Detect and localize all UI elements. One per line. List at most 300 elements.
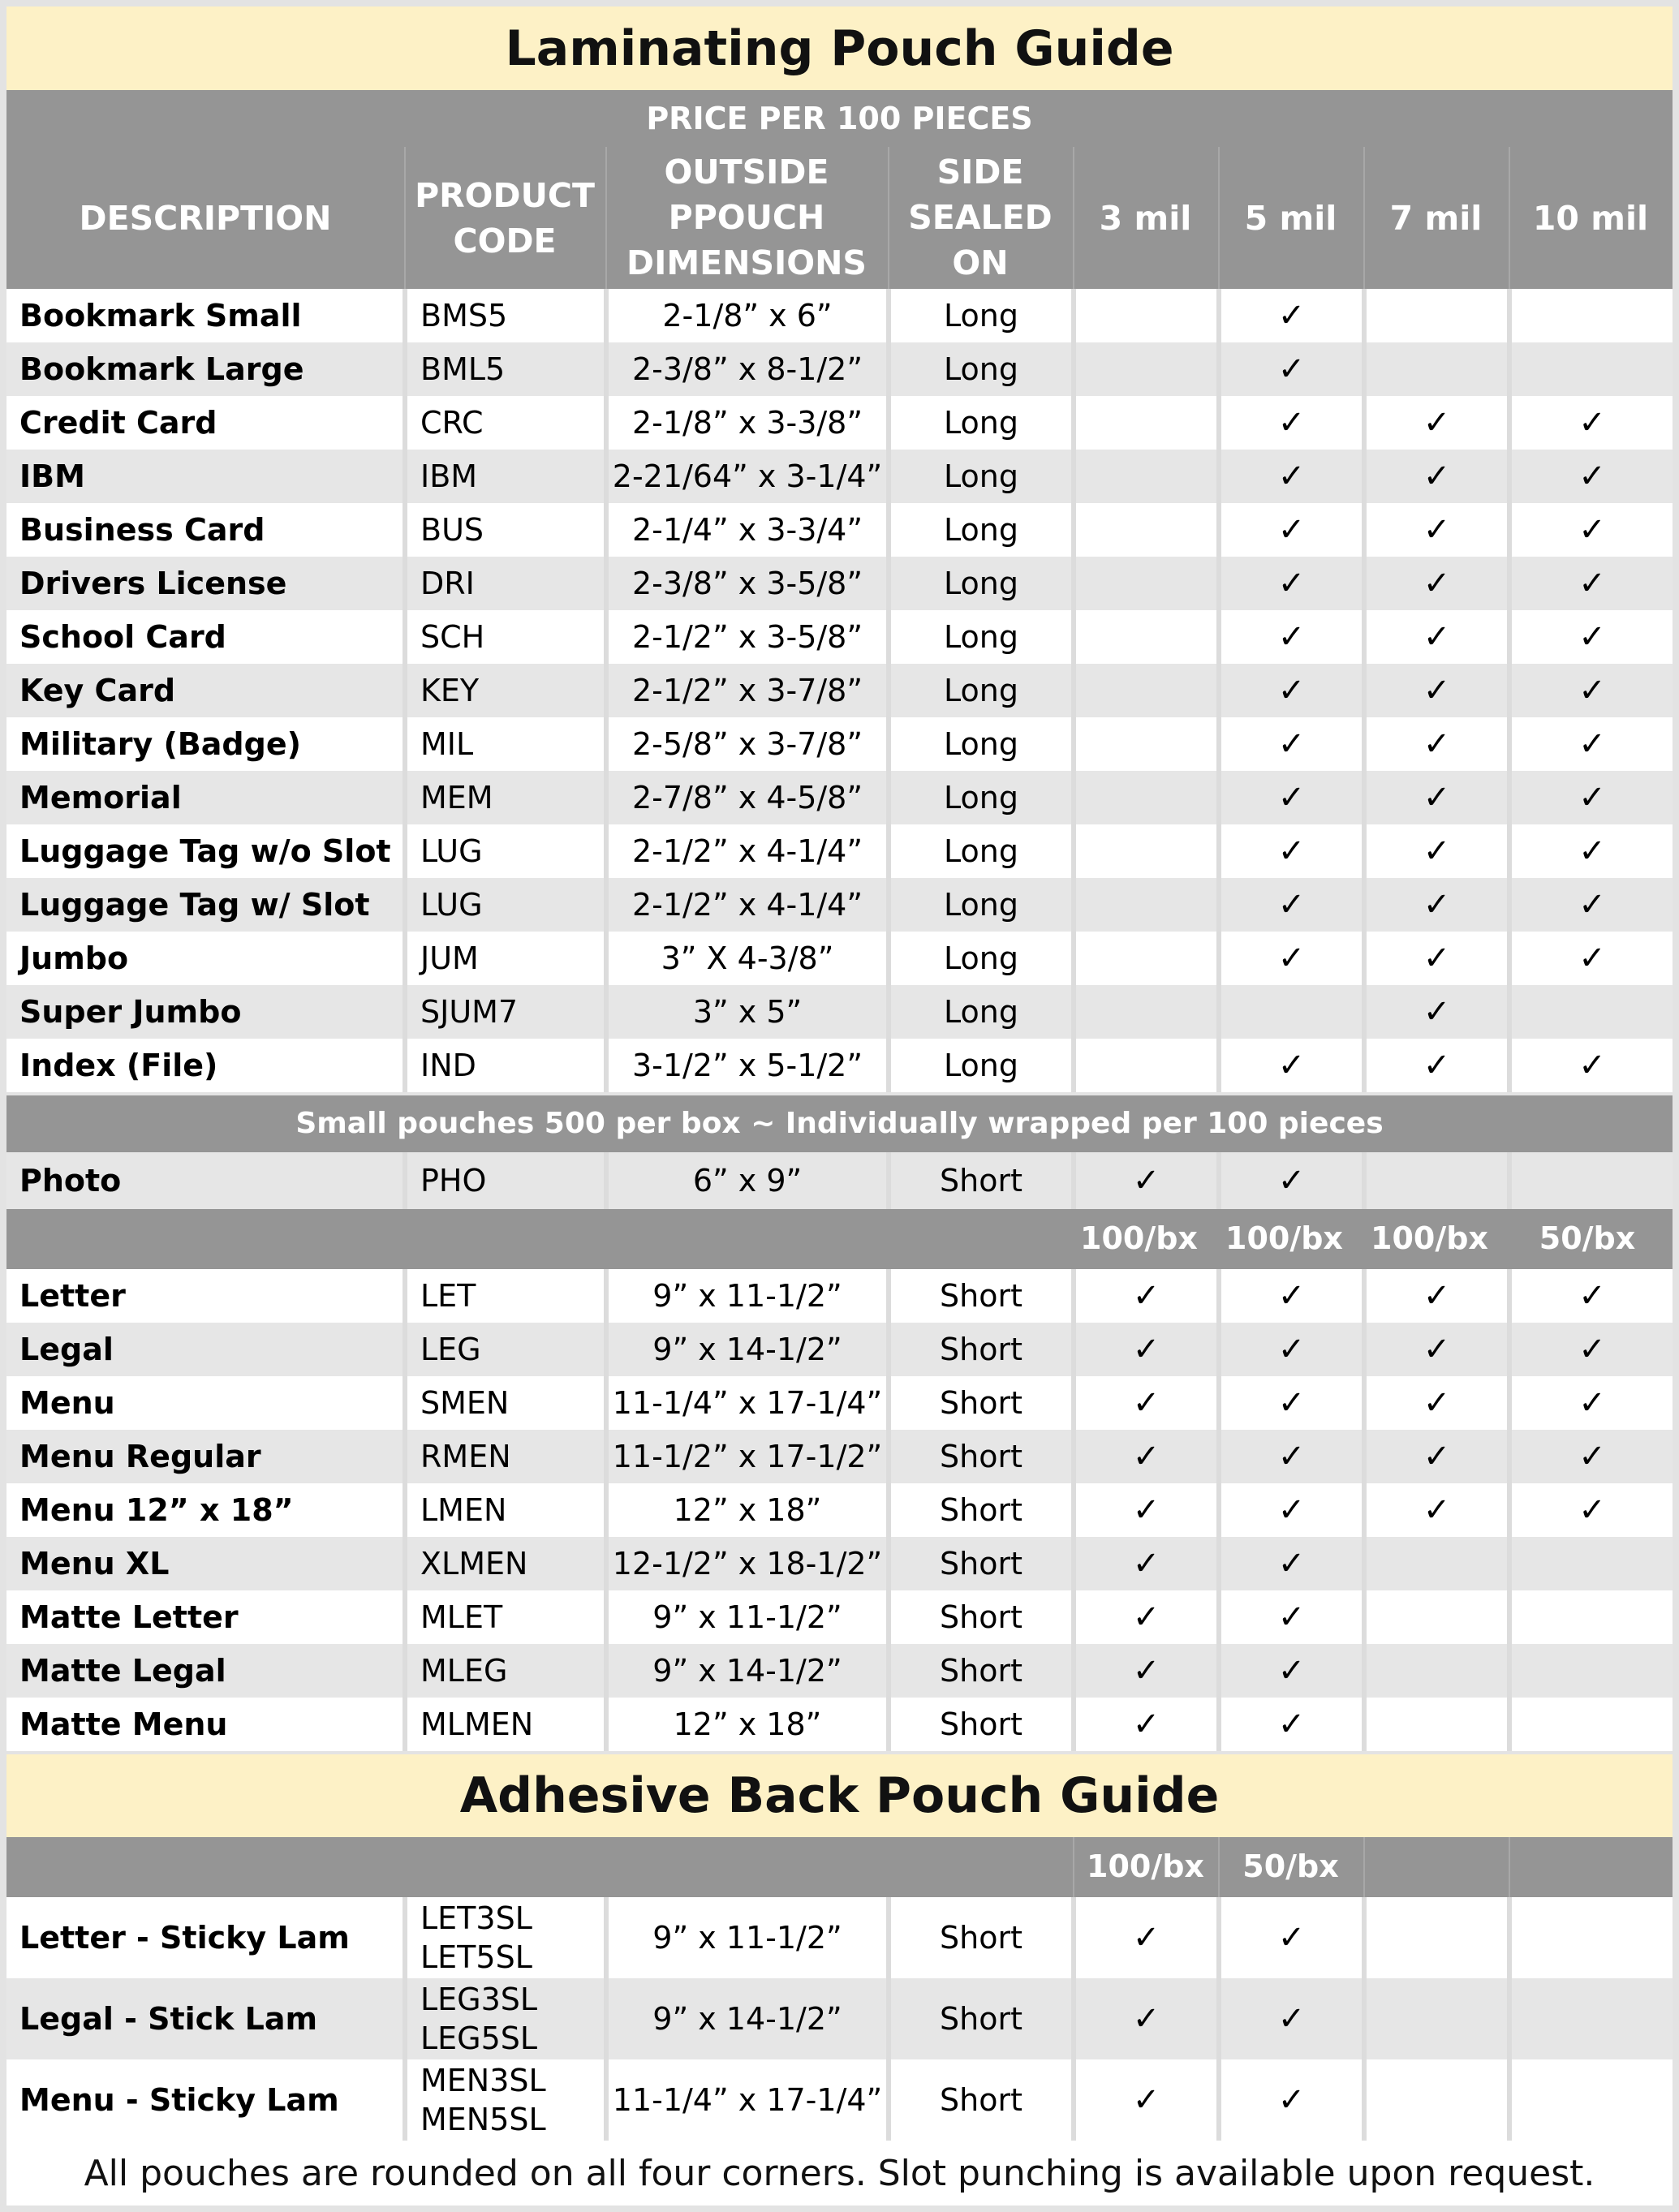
product-code-line1: LEG3SL [420, 1982, 538, 2017]
page-title: Laminating Pouch Guide [6, 6, 1673, 90]
check-mark-icon: ✓ [1132, 1919, 1160, 1956]
row-side-sealed: Short [891, 1323, 1076, 1376]
check-cell-7mil [1367, 1978, 1512, 2059]
row-description: Menu 12” x 18” [6, 1483, 407, 1537]
check-cell-3mil [1076, 1590, 1221, 1644]
check-cell-3mil [1076, 1978, 1221, 2059]
check-cell-3mil [1076, 342, 1221, 396]
check-mark-icon: ✓ [1277, 833, 1306, 870]
table-row [6, 342, 1673, 396]
header-side-line2: SEALED [908, 198, 1053, 237]
product-code-line1: LET3SL [420, 1900, 532, 1936]
check-mark-icon: ✓ [1578, 1047, 1606, 1084]
row-product-code: PHO [407, 1152, 609, 1209]
row-product-code: KEY [407, 664, 609, 717]
check-mark-icon: ✓ [1277, 2000, 1306, 2038]
row-side-sealed: Long [891, 664, 1076, 717]
box-header-7mil: 100/bx [1371, 1220, 1488, 1256]
row-product-code: MLEG [407, 1644, 609, 1698]
check-cell-10mil [1512, 1152, 1673, 1209]
row-product-code: DRI [407, 557, 609, 610]
product-code-line1: MEN3SL [420, 2063, 546, 2098]
row-dimensions: 9” x 11-1/2” [609, 1590, 891, 1644]
check-mark-icon: ✓ [1578, 618, 1606, 656]
row-side-sealed: Long [891, 342, 1076, 396]
check-cell-3mil [1076, 717, 1221, 771]
table-row [6, 557, 1673, 610]
row-product-code: LEG [407, 1323, 609, 1376]
check-mark-icon: ✓ [1423, 404, 1451, 441]
check-cell-7mil [1367, 450, 1512, 503]
row-description: Letter - Sticky Lam [6, 1897, 407, 1978]
check-mark-icon: ✓ [1578, 725, 1606, 763]
row-description: Legal - Stick Lam [6, 1978, 407, 2059]
header-product-code-line2: CODE [453, 221, 557, 260]
check-mark-icon: ✓ [1423, 1438, 1451, 1475]
check-mark-icon: ✓ [1578, 1277, 1606, 1315]
check-cell-5mil [1221, 878, 1367, 932]
check-cell-10mil [1512, 664, 1673, 717]
check-mark-icon: ✓ [1277, 1491, 1306, 1529]
row-product-code: JUM [407, 932, 609, 985]
check-cell-3mil [1076, 824, 1221, 878]
check-mark-icon: ✓ [1277, 1545, 1306, 1582]
check-cell-7mil [1367, 878, 1512, 932]
row-side-sealed: Short [891, 2059, 1076, 2141]
table-row [6, 1698, 1673, 1751]
check-cell-10mil [1512, 610, 1673, 664]
row-dimensions: 2-1/2” x 3-5/8” [609, 610, 891, 664]
check-cell-7mil [1367, 717, 1512, 771]
header-divider [1363, 1837, 1365, 1897]
check-cell-5mil [1221, 985, 1367, 1039]
row-side-sealed: Long [891, 1039, 1076, 1092]
check-mark-icon: ✓ [1277, 779, 1306, 816]
check-cell-7mil [1367, 557, 1512, 610]
check-cell-7mil [1367, 1537, 1512, 1590]
row-description: Military (Badge) [6, 717, 407, 771]
table-row [6, 824, 1673, 878]
header-side-line3: ON [952, 243, 1009, 282]
check-cell-5mil [1221, 1644, 1367, 1698]
price-banner: PRICE PER 100 PIECES [646, 101, 1033, 136]
check-cell-3mil [1076, 932, 1221, 985]
header-outside-line3: DIMENSIONS [626, 243, 867, 282]
check-cell-7mil [1367, 396, 1512, 450]
check-cell-5mil [1221, 503, 1367, 557]
row-description: Business Card [6, 503, 407, 557]
check-cell-3mil [1076, 2059, 1221, 2141]
check-cell-3mil [1076, 289, 1221, 342]
row-description: Super Jumbo [6, 985, 407, 1039]
row-product-code: MLET [407, 1590, 609, 1644]
row-product-code [407, 1897, 609, 1978]
row-dimensions: 2-3/8” x 8-1/2” [609, 342, 891, 396]
check-cell-7mil [1367, 1590, 1512, 1644]
check-cell-3mil [1076, 610, 1221, 664]
table-row [6, 717, 1673, 771]
row-product-code: CRC [407, 396, 609, 450]
row-product-code: LMEN [407, 1483, 609, 1537]
check-cell-5mil [1221, 396, 1367, 450]
row-dimensions: 6” x 9” [609, 1152, 891, 1209]
check-cell-7mil [1367, 610, 1512, 664]
check-cell-10mil [1512, 1897, 1673, 1978]
header-7mil: 7 mil [1389, 198, 1483, 238]
check-cell-3mil [1076, 396, 1221, 450]
check-cell-3mil [1076, 1152, 1221, 1209]
row-product-code: LET [407, 1269, 609, 1323]
check-mark-icon: ✓ [1132, 2000, 1160, 2038]
check-mark-icon: ✓ [1132, 1599, 1160, 1636]
check-mark-icon: ✓ [1423, 1384, 1451, 1422]
header-10mil: 10 mil [1532, 198, 1649, 238]
small-pouch-banner [6, 1095, 1673, 1152]
check-mark-icon: ✓ [1578, 1384, 1606, 1422]
check-mark-icon: ✓ [1132, 1545, 1160, 1582]
row-description: Letter [6, 1269, 407, 1323]
row-product-code: SCH [407, 610, 609, 664]
check-mark-icon: ✓ [1132, 1162, 1160, 1199]
check-cell-10mil [1512, 932, 1673, 985]
row-side-sealed: Short [891, 1978, 1076, 2059]
check-mark-icon: ✓ [1423, 458, 1451, 495]
row-side-sealed: Long [891, 557, 1076, 610]
product-code-line2: MEN5SL [420, 2102, 546, 2137]
check-cell-3mil [1076, 1897, 1221, 1978]
row-product-code: BUS [407, 503, 609, 557]
row-dimensions: 9” x 14-1/2” [609, 1644, 891, 1698]
check-cell-7mil [1367, 1644, 1512, 1698]
row-side-sealed: Short [891, 1152, 1076, 1209]
row-description: Matte Letter [6, 1590, 407, 1644]
check-mark-icon: ✓ [1423, 1277, 1451, 1315]
check-cell-5mil [1221, 1537, 1367, 1590]
adhesive-header-band [6, 1837, 1673, 1897]
check-mark-icon: ✓ [1423, 725, 1451, 763]
row-product-code: IND [407, 1039, 609, 1092]
check-mark-icon: ✓ [1578, 458, 1606, 495]
check-cell-3mil [1076, 1269, 1221, 1323]
check-cell-5mil [1221, 932, 1367, 985]
row-dimensions: 2-21/64” x 3-1/4” [609, 450, 891, 503]
row-dimensions: 9” x 11-1/2” [609, 1269, 891, 1323]
header-outside-dimensions [605, 148, 888, 286]
check-cell-5mil [1221, 1483, 1367, 1537]
row-side-sealed: Short [891, 1897, 1076, 1978]
row-dimensions: 2-1/8” x 3-3/8” [609, 396, 891, 450]
row-description: Luggage Tag w/o Slot [6, 824, 407, 878]
check-cell-10mil [1512, 1698, 1673, 1751]
check-cell-5mil [1221, 1376, 1367, 1430]
check-cell-3mil [1076, 1039, 1221, 1092]
check-cell-5mil [1221, 824, 1367, 878]
row-side-sealed: Long [891, 932, 1076, 985]
check-cell-5mil [1221, 1269, 1367, 1323]
row-side-sealed: Long [891, 289, 1076, 342]
check-cell-5mil [1221, 1039, 1367, 1092]
check-mark-icon: ✓ [1277, 1706, 1306, 1743]
product-code-line2: LEG5SL [420, 2020, 538, 2056]
row-dimensions: 2-1/2” x 3-7/8” [609, 664, 891, 717]
check-cell-7mil [1367, 1698, 1512, 1751]
header-3mil: 3 mil [1099, 198, 1192, 238]
check-mark-icon: ✓ [1132, 1491, 1160, 1529]
check-cell-3mil [1076, 1430, 1221, 1483]
check-cell-10mil [1512, 1430, 1673, 1483]
table-row [6, 771, 1673, 824]
row-dimensions: 12-1/2” x 18-1/2” [609, 1537, 891, 1590]
table-row [6, 1644, 1673, 1698]
check-cell-7mil [1367, 503, 1512, 557]
row-description: Legal [6, 1323, 407, 1376]
row-side-sealed: Long [891, 771, 1076, 824]
row-side-sealed: Short [891, 1269, 1076, 1323]
row-product-code: SMEN [407, 1376, 609, 1430]
check-mark-icon: ✓ [1277, 1919, 1306, 1956]
row-description: Luggage Tag w/ Slot [6, 878, 407, 932]
check-mark-icon: ✓ [1423, 779, 1451, 816]
row-side-sealed: Long [891, 824, 1076, 878]
check-cell-7mil [1367, 932, 1512, 985]
row-product-code: SJUM7 [407, 985, 609, 1039]
header-outside-line1: OUTSIDE [664, 153, 829, 192]
check-cell-5mil [1221, 1152, 1367, 1209]
check-mark-icon: ✓ [1423, 940, 1451, 977]
check-mark-icon: ✓ [1578, 1438, 1606, 1475]
header-divider [1509, 1837, 1510, 1897]
check-cell-10mil [1512, 824, 1673, 878]
check-cell-3mil [1076, 503, 1221, 557]
row-description: Photo [6, 1152, 407, 1209]
row-description: Matte Legal [6, 1644, 407, 1698]
table-row [6, 610, 1673, 664]
table-row [6, 289, 1673, 342]
check-mark-icon: ✓ [1132, 1438, 1160, 1475]
row-description: Index (File) [6, 1039, 407, 1092]
row-dimensions: 11-1/4” x 17-1/4” [609, 1376, 891, 1430]
check-cell-10mil [1512, 1376, 1673, 1430]
check-cell-7mil [1367, 1483, 1512, 1537]
check-cell-5mil [1221, 771, 1367, 824]
check-mark-icon: ✓ [1277, 404, 1306, 441]
check-cell-5mil [1221, 289, 1367, 342]
check-cell-7mil [1367, 1039, 1512, 1092]
header-product-code-line1: PRODUCT [415, 175, 595, 215]
check-cell-7mil [1367, 342, 1512, 396]
check-mark-icon: ✓ [1578, 779, 1606, 816]
row-product-code: RMEN [407, 1430, 609, 1483]
row-dimensions: 2-1/2” x 4-1/4” [609, 878, 891, 932]
row-side-sealed: Long [891, 717, 1076, 771]
table-row [6, 1323, 1673, 1376]
table-row [6, 396, 1673, 450]
row-product-code: LUG [407, 824, 609, 878]
check-cell-7mil [1367, 1152, 1512, 1209]
check-cell-5mil [1221, 1590, 1367, 1644]
row-description: Credit Card [6, 396, 407, 450]
adhesive-title: Adhesive Back Pouch Guide [6, 1754, 1673, 1837]
check-mark-icon: ✓ [1132, 1384, 1160, 1422]
check-cell-3mil [1076, 1323, 1221, 1376]
check-cell-3mil [1076, 1537, 1221, 1590]
row-dimensions: 9” x 14-1/2” [609, 1978, 891, 2059]
check-mark-icon: ✓ [1423, 993, 1451, 1031]
check-mark-icon: ✓ [1277, 351, 1306, 388]
row-product-code: BMS5 [407, 289, 609, 342]
row-description: Jumbo [6, 932, 407, 985]
check-cell-3mil [1076, 1376, 1221, 1430]
check-cell-5mil [1221, 2059, 1367, 2141]
check-cell-3mil [1076, 450, 1221, 503]
header-side-line1: SIDE [936, 153, 1024, 192]
check-mark-icon: ✓ [1277, 1652, 1306, 1689]
check-cell-3mil [1076, 985, 1221, 1039]
row-side-sealed: Long [891, 396, 1076, 450]
check-mark-icon: ✓ [1578, 886, 1606, 923]
row-side-sealed: Short [891, 1483, 1076, 1537]
table-row [6, 2059, 1673, 2141]
check-cell-5mil [1221, 610, 1367, 664]
small-pouch-banner-text: Small pouches 500 per box ~ Individually wrapped per 100 pieces [295, 1107, 1384, 1140]
header-5mil: 5 mil [1244, 198, 1337, 238]
table-row [6, 1376, 1673, 1430]
check-cell-10mil [1512, 985, 1673, 1039]
row-description: Bookmark Large [6, 342, 407, 396]
check-cell-10mil [1512, 1269, 1673, 1323]
check-cell-5mil [1221, 557, 1367, 610]
table-row [6, 985, 1673, 1039]
column-header-band [6, 90, 1673, 289]
check-cell-3mil [1076, 1483, 1221, 1537]
row-dimensions: 2-1/8” x 6” [609, 289, 891, 342]
check-cell-10mil [1512, 396, 1673, 450]
table-row [6, 1483, 1673, 1537]
row-product-code [407, 2059, 609, 2141]
check-mark-icon: ✓ [1423, 1047, 1451, 1084]
box-header-5mil: 100/bx [1225, 1220, 1343, 1256]
check-mark-icon: ✓ [1277, 458, 1306, 495]
check-cell-3mil [1076, 557, 1221, 610]
table-row [6, 1590, 1673, 1644]
header-side-sealed [888, 148, 1073, 286]
check-cell-7mil [1367, 1430, 1512, 1483]
row-dimensions: 12” x 18” [609, 1698, 891, 1751]
row-side-sealed: Short [891, 1430, 1076, 1483]
check-cell-7mil [1367, 664, 1512, 717]
adhesive-box-header-2: 50/bx [1242, 1848, 1339, 1884]
check-mark-icon: ✓ [1423, 833, 1451, 870]
check-cell-10mil [1512, 289, 1673, 342]
row-dimensions: 3” X 4-3/8” [609, 932, 891, 985]
check-mark-icon: ✓ [1578, 1331, 1606, 1368]
row-side-sealed: Long [891, 610, 1076, 664]
check-cell-3mil [1076, 1698, 1221, 1751]
row-product-code: XLMEN [407, 1537, 609, 1590]
check-mark-icon: ✓ [1277, 297, 1306, 334]
check-mark-icon: ✓ [1277, 1277, 1306, 1315]
check-cell-7mil [1367, 1323, 1512, 1376]
check-cell-10mil [1512, 1483, 1673, 1537]
table-row [6, 503, 1673, 557]
check-mark-icon: ✓ [1277, 1162, 1306, 1199]
row-description: IBM [6, 450, 407, 503]
header-product-code [404, 171, 605, 265]
check-mark-icon: ✓ [1423, 1491, 1451, 1529]
check-mark-icon: ✓ [1132, 2081, 1160, 2119]
check-mark-icon: ✓ [1578, 940, 1606, 977]
check-cell-7mil [1367, 1897, 1512, 1978]
check-mark-icon: ✓ [1277, 940, 1306, 977]
check-mark-icon: ✓ [1423, 1331, 1451, 1368]
check-cell-5mil [1221, 342, 1367, 396]
box-count-header-band [6, 1209, 1673, 1269]
check-mark-icon: ✓ [1277, 725, 1306, 763]
check-cell-10mil [1512, 878, 1673, 932]
row-product-code: MLMEN [407, 1698, 609, 1751]
check-cell-3mil [1076, 1644, 1221, 1698]
check-mark-icon: ✓ [1132, 1277, 1160, 1315]
check-cell-10mil [1512, 503, 1673, 557]
row-side-sealed: Long [891, 503, 1076, 557]
check-cell-7mil [1367, 985, 1512, 1039]
check-cell-10mil [1512, 1644, 1673, 1698]
check-mark-icon: ✓ [1277, 1331, 1306, 1368]
check-mark-icon: ✓ [1423, 886, 1451, 923]
footer-note: All pouches are rounded on all four corners. Slot punching is available upon request. [6, 2141, 1673, 2206]
check-mark-icon: ✓ [1277, 2081, 1306, 2119]
row-dimensions: 3” x 5” [609, 985, 891, 1039]
check-cell-7mil [1367, 1269, 1512, 1323]
check-cell-7mil [1367, 2059, 1512, 2141]
row-dimensions: 3-1/2” x 5-1/2” [609, 1039, 891, 1092]
check-cell-10mil [1512, 1039, 1673, 1092]
check-mark-icon: ✓ [1578, 1491, 1606, 1529]
header-description: DESCRIPTION [79, 198, 332, 238]
check-mark-icon: ✓ [1277, 565, 1306, 602]
table-row [6, 1039, 1673, 1092]
check-cell-10mil [1512, 771, 1673, 824]
row-product-code: MEM [407, 771, 609, 824]
table-row [6, 664, 1673, 717]
row-dimensions: 11-1/2” x 17-1/2” [609, 1430, 891, 1483]
row-product-code: BML5 [407, 342, 609, 396]
check-cell-10mil [1512, 717, 1673, 771]
check-cell-10mil [1512, 1978, 1673, 2059]
check-cell-7mil [1367, 1376, 1512, 1430]
check-cell-5mil [1221, 1698, 1367, 1751]
check-cell-3mil [1076, 664, 1221, 717]
table-row [6, 450, 1673, 503]
table-row [6, 1978, 1673, 2059]
row-description: Key Card [6, 664, 407, 717]
table-row [6, 1537, 1673, 1590]
row-product-code: LUG [407, 878, 609, 932]
check-cell-5mil [1221, 1323, 1367, 1376]
row-description: Memorial [6, 771, 407, 824]
check-mark-icon: ✓ [1423, 511, 1451, 549]
check-cell-10mil [1512, 557, 1673, 610]
row-dimensions: 2-3/8” x 3-5/8” [609, 557, 891, 610]
product-code-line2: LET5SL [420, 1939, 532, 1975]
row-description: School Card [6, 610, 407, 664]
table-row [6, 1897, 1673, 1978]
row-product-code: IBM [407, 450, 609, 503]
row-side-sealed: Short [891, 1644, 1076, 1698]
check-cell-10mil [1512, 1590, 1673, 1644]
check-cell-3mil [1076, 771, 1221, 824]
row-description: Menu Regular [6, 1430, 407, 1483]
